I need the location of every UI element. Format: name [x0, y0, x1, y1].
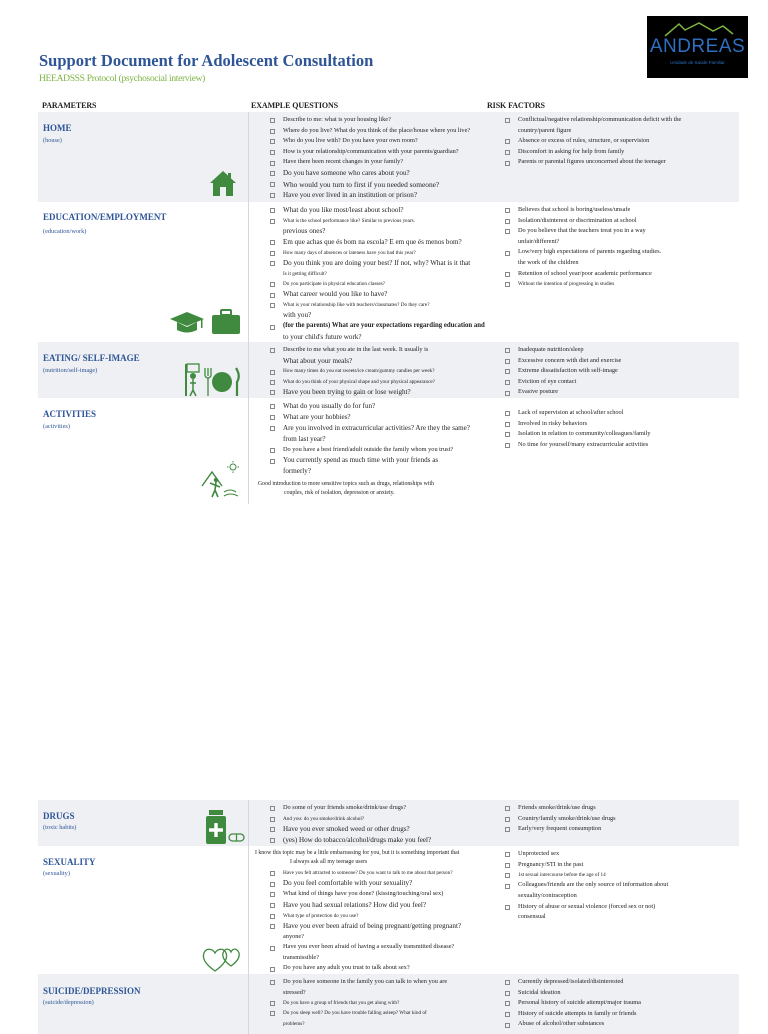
question-item: from last year? — [283, 434, 326, 443]
parameter-name: SEXUALITY — [43, 857, 96, 867]
header-risk-factors: RISK FACTORS — [487, 101, 545, 110]
question-item: Do you think you are doing your best? If not, why? What is it that — [267, 258, 485, 269]
risk-factor-item: Retention of school year/poor academic performance — [502, 269, 661, 280]
parameter-name: DRUGS — [43, 811, 75, 821]
question-item: Do you have a best friend/adult outside the family whom you trust? — [267, 445, 470, 456]
question-item: What do you like most/least about school? — [267, 205, 485, 216]
risk-factor-item: Excessive concern with diet and exercise — [502, 356, 621, 367]
parameter-name: HOME — [43, 123, 72, 133]
header-parameters: PARAMETERS — [42, 101, 97, 110]
briefcase-icon — [210, 308, 242, 336]
question-item: What kind of things have you done? (kissing/touching/oral sex) — [267, 889, 461, 900]
risk-factor-item: 1st sexual intercourse before the age of 14 — [502, 870, 668, 880]
question-item: Have you ever been afraid of being pregnant/getting pregnant? — [267, 921, 461, 932]
parameter-name: ACTIVITIES — [43, 409, 97, 419]
sexuality-intro-line-2: I always ask all my teenage users — [290, 859, 368, 865]
parameter-subtitle: (suicide/depression) — [43, 999, 94, 1006]
section-drugs — [38, 800, 739, 846]
risk-factor-item: consensual — [518, 913, 546, 921]
question-item: What type of protection do you use? — [267, 911, 461, 921]
risk-factor-item: Abuse of alcohol/other substances — [502, 1019, 641, 1030]
risk-factor-item: Believes that school is boring/useless/unsafe — [502, 205, 661, 216]
risk-factor-item: Discomfort in asking for help from family — [502, 147, 681, 158]
risk-factor-item: Parents or parental figures unconcerned about the teenager — [502, 157, 681, 168]
risk-factors-list — [502, 408, 651, 450]
risk-factor-item: Personal history of suicide attempt/major trauma — [502, 998, 641, 1009]
risk-factor-item: Country/family smoke/drink/use drugs — [502, 814, 616, 825]
question-item: What about your meals? — [283, 356, 353, 365]
question-item: problems? — [283, 1020, 305, 1027]
question-item: What is your relationship like with teachers/classmates? Do they care? — [267, 300, 485, 310]
risk-factor-item: Without the intention of progressing in studies — [502, 279, 661, 289]
header-example-questions: EXAMPLE QUESTIONS — [251, 101, 338, 110]
question-item: Is it getting difficult? — [283, 270, 327, 277]
hearts-icon — [201, 942, 245, 974]
parameter-name: EDUCATION/EMPLOYMENT — [43, 212, 167, 222]
risk-factor-item: Eviction of eye contact — [502, 377, 621, 388]
question-item: previous ones? — [283, 227, 326, 236]
questions-list — [267, 803, 431, 846]
risk-factor-item: Absence or excess of rules, structure, or supervision — [502, 136, 681, 147]
parameter-name: SUICIDE/DEPRESSION — [43, 986, 141, 996]
question-item: Describe to me: what is your housing like? — [267, 115, 470, 126]
question-item: stressed? — [283, 988, 306, 996]
questions-list — [267, 205, 485, 343]
graduation-cap-icon — [168, 310, 206, 336]
question-item: You currently spend as much time with your friends as — [267, 455, 470, 466]
questions-list — [267, 401, 470, 477]
question-item: What are your hobbies? — [267, 412, 470, 423]
question-item: (for the parents) What are your expectations regarding education and — [267, 321, 485, 332]
question-item: Have you ever smoked weed or other drugs? — [267, 824, 431, 835]
section-home — [38, 112, 739, 202]
questions-list — [267, 345, 435, 398]
risk-factors-list — [502, 803, 616, 835]
question-item: Have you felt attracted to someone? Do you want to talk to me about that person? — [267, 868, 461, 878]
risk-factor-item: Colleagues/friends are the only source of information about — [502, 880, 668, 891]
question-item: Do you have any adult you trust to talk about sex? — [267, 963, 461, 974]
risk-factors-list — [502, 345, 621, 398]
question-item: Have you ever been afraid of having a sexually transmitted disease? — [267, 942, 461, 953]
parameter-name: EATING/ SELF-IMAGE — [43, 353, 140, 363]
question-item: Have you ever lived in an institution or prison? — [267, 190, 470, 201]
risk-factor-item: Lack of supervision at school/after school — [502, 408, 651, 419]
activities-note-line-2: couples, risk of isolation, depression or anxiety. — [284, 490, 395, 496]
risk-factor-item: Suicidal ideation — [502, 988, 641, 999]
risk-factor-item: Isolation/disinterest or discrimination at school — [502, 216, 661, 227]
risk-factor-item: History of suicide attempts in family or friends — [502, 1009, 641, 1020]
question-item: with you? — [283, 311, 312, 320]
logo-name: ANDREAS — [649, 36, 746, 57]
outdoor-activities-icon — [200, 460, 242, 500]
question-item: What do you think of your physical shape and your physical appearance? — [267, 377, 435, 387]
parameter-subtitle: (nutrition/self-image) — [43, 367, 98, 374]
risk-factor-item: country/parent figure — [518, 126, 572, 134]
question-item: How is your relationship/communication with your parents/guardian? — [267, 147, 470, 158]
question-item: Do some of your friends smoke/drink/use drugs? — [267, 803, 431, 814]
risk-factor-item: Inadequate nutrition/sleep — [502, 345, 621, 356]
risk-factor-item: Extreme dissatisfaction with self-image — [502, 366, 621, 377]
question-item: formerly? — [283, 467, 311, 476]
medicine-bottle-icon — [203, 808, 247, 846]
risk-factor-item: Evasive posture — [502, 387, 621, 398]
question-item: anyone? — [283, 932, 304, 940]
question-item: How many times do you eat sweets/ice cream/gummy candies per week? — [267, 366, 435, 376]
question-item: Do you participate in physical education classes? — [267, 279, 485, 289]
risk-factor-item: Low/very high expectations of parents regarding studies. — [502, 247, 661, 258]
question-item: Describe to me what you ate in the last week. It usually is — [267, 345, 435, 356]
question-item: Where do you live? What do you think of the place/house where you live? — [267, 126, 470, 137]
question-item: Have you been trying to gain or lose weight? — [267, 387, 435, 398]
risk-factor-item: Early/very frequent consumption — [502, 824, 616, 835]
question-item: Do you have someone in the family you can talk to when you are — [267, 977, 447, 988]
question-item: What is the school performance like? Similar to previous years. — [267, 216, 485, 226]
question-item: Do you sleep well? Do you have trouble falling asleep? What kind of — [267, 1008, 447, 1018]
risk-factor-item: Isolation in relation to community/colleagues/family — [502, 429, 651, 440]
risk-factor-item: Involved in risky behaviors — [502, 419, 651, 430]
parameter-subtitle: (activities) — [43, 423, 70, 430]
section-eating-self-image — [38, 342, 739, 398]
question-item: Em que achas que és bom na escola? E em que és menos bom? — [267, 237, 485, 248]
question-item: What career would you like to have? — [267, 289, 485, 300]
question-item: Do you have someone who cares about you? — [267, 168, 470, 179]
logo-tagline: Unidade de Saúde Familiar — [670, 60, 725, 65]
question-item: How many days of absences or lateness have you had this year? — [267, 248, 485, 258]
fork-plate-knife-icon — [181, 360, 245, 398]
risk-factor-item: sexuality/contraception — [518, 891, 577, 899]
risk-factors-list — [502, 977, 641, 1030]
parameter-subtitle: (sexuality) — [43, 870, 70, 877]
parameter-subtitle: (education/work) — [43, 228, 87, 235]
questions-list — [267, 115, 470, 201]
risk-factor-item: Conflictual/negative relationship/communication deficit with the — [502, 115, 681, 126]
sexuality-intro-line-1: I know this topic may be a little embarrassing for you, but it is something important that — [255, 850, 460, 856]
andreas-logo — [647, 16, 748, 78]
risk-factor-item: the work of the children — [518, 258, 579, 266]
section-education-employment — [38, 202, 739, 342]
page-title: Support Document for Adolescent Consultation — [39, 51, 374, 70]
risk-factors-list — [502, 849, 668, 923]
risk-factor-item: Currently depressed/isolated/disinterested — [502, 977, 641, 988]
risk-factor-item: No time for yourself/many extracurricular activities — [502, 440, 651, 451]
question-item: What do you usually do for fun? — [267, 401, 470, 412]
section-suicide-depression — [38, 974, 739, 1034]
question-item: And you: do you smoke/drink alcohol? — [267, 814, 431, 824]
house-icon — [208, 168, 238, 198]
parameter-subtitle: (house) — [43, 137, 62, 144]
risk-factor-item: Do you believe that the teachers treat you in a way — [502, 226, 661, 237]
question-item: Who do you live with? Do you have your own room? — [267, 136, 470, 147]
risk-factor-item: Friends smoke/drink/use drugs — [502, 803, 616, 814]
question-item: Have there been recent changes in your family? — [267, 157, 470, 168]
question-item: (yes) How do tobacco/alcohol/drugs make you feel? — [267, 835, 431, 846]
page-subtitle: HEEADSSS Protocol (psychosocial interview) — [39, 74, 206, 84]
risk-factors-list — [502, 115, 681, 168]
question-item: transmissible? — [283, 953, 320, 961]
risk-factor-item: unfair/different? — [518, 237, 560, 245]
risk-factor-item: Unprotected sex — [502, 849, 668, 860]
question-item: Do you feel comfortable with your sexuality? — [267, 878, 461, 889]
question-item: Have you had sexual relations? How did you feel? — [267, 900, 461, 911]
parameter-subtitle: (toxic habits) — [43, 824, 77, 831]
question-item: Are you involved in extracurricular activities? Are they the same? — [267, 423, 470, 434]
activities-note-line-1: Good introduction to more sensitive topics such as drugs, relationships with — [258, 481, 434, 487]
questions-list — [267, 868, 461, 974]
question-item: Do you have a group of friends that you get along with? — [267, 998, 447, 1008]
risk-factors-list — [502, 205, 661, 289]
risk-factor-item: Pregnancy/STI in the past — [502, 860, 668, 871]
section-sexuality — [38, 846, 739, 974]
section-activities — [38, 398, 739, 504]
question-item: to your child's future work? — [283, 333, 362, 342]
questions-list — [267, 977, 447, 1029]
risk-factor-item: History of abuse or sexual violence (forced sex or not) — [502, 902, 668, 913]
question-item: Who would you turn to first if you needed someone? — [267, 179, 470, 190]
